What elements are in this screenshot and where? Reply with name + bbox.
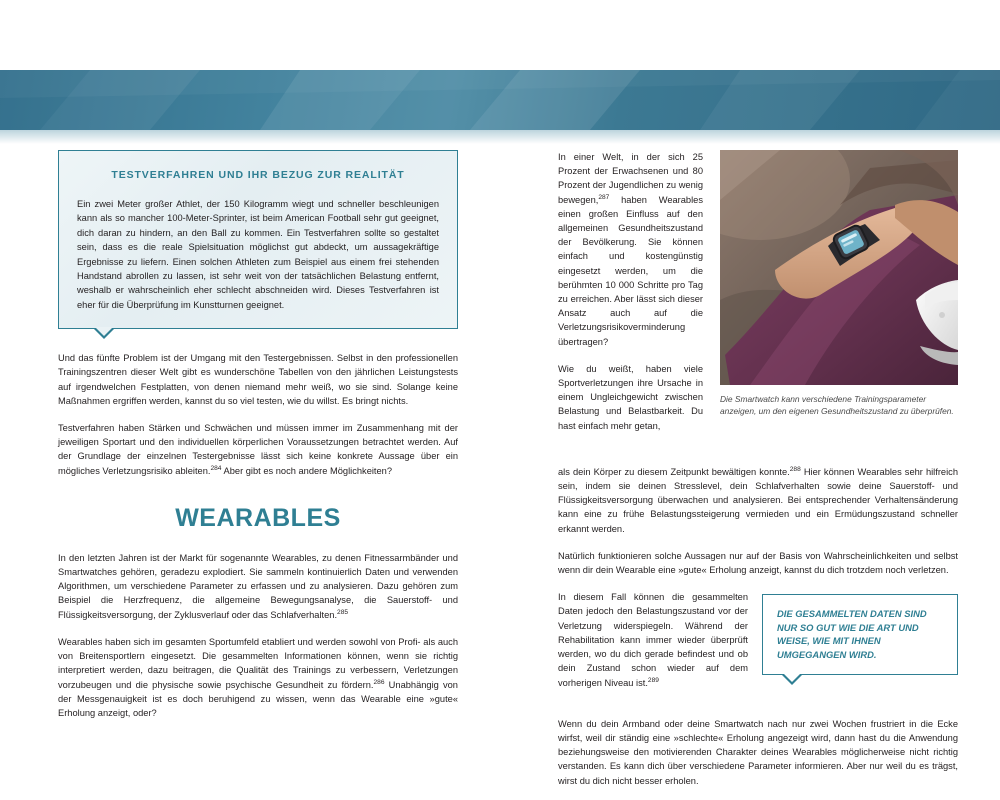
paragraph (558, 150, 703, 349)
section-heading: WEARABLES (175, 503, 341, 532)
paragraph-text-tail: Hier können Wearables sehr hilfreich sein, indem sie deinen Stresslevel, dein Schlafverhalten sowie deine Sauerstoff- und Flüssigkeitsversorgung überwachen und analysieren. Bei entsprechender Verhaltensänderung kann eine zu frühe Belastungssteigerung vermieden und ein Ermüdungszustand schneller erkannt werden. (558, 466, 958, 534)
pull-quote-box (762, 594, 958, 675)
text-image-block (558, 150, 958, 433)
callout-title: TESTVERFAHREN UND IHR BEZUG ZUR REALITÄT (111, 169, 405, 181)
header-facet-pattern (0, 70, 1000, 130)
page-header-band (0, 70, 1000, 130)
paragraph-text: Testverfahren haben Stärken und Schwächen und müssen immer im Zusammenhang mit der jeweiligen Sportart und den individuellen körperlichen Voraussetzungen betrachtet werden. Auf der Grundlage der einzelnen Testergebnisse lässt sich keine konkrete Aussage über ein mögliches Verletzungsrisiko ableiten. (58, 423, 458, 476)
pullquote-wrap-block (558, 590, 958, 702)
paragraph (58, 551, 458, 622)
photo-artwork (720, 150, 958, 385)
paragraph-text: In einer Welt, in der sich 25 Prozent der Erwachsenen und 80 Prozent der Jugendlichen zu wenig bewegen, (558, 152, 703, 205)
paragraph: Natürlich funktionieren solche Aussagen nur auf der Basis von Wahrscheinlichkeiten und selbst wenn dir dein Wearable eine »gute« Erholung anzeigt, kannst du dich trotzdem noch verletzen. (558, 550, 958, 576)
paragraph-text: als dein Körper zu diesem Zeitpunkt bewältigen konnte. (558, 466, 790, 477)
callout-body: Ein zwei Meter großer Athlet, der 150 Kilogramm wiegt und schneller beschleunigen kann als so mancher 100-Meter-Sprinter, ist beim American Football sehr gut geeignet, dich daran zu hindern, an den Ball zu kommen. Ein Testverfahren sollte so gestaltet sein, dass es die reale Spielsituation möglichst gut abdeckt, um aussagekräftige Ergebnisse zu liefern. Einen solchen Athleten zum Beispiel aus einem frei stehenden Handstand abrollen zu lassen, ist sehr weit von der tatsächlichen Belastung entfernt, weshalb er wahrscheinlich eher schlecht abschneiden wird. Dieses Testverfahren ist eher für die Überprüfung im Kunstturnen geeignet. (77, 199, 439, 310)
footnote-marker: 285 (337, 608, 349, 616)
paragraph (58, 635, 458, 720)
paragraph: Wie du weißt, haben viele Sportverletzungen ihre Ursache in einem Ungleichgewicht zwischen Belastung und Belastbarkeit. Du hast einfach mehr getan, (558, 363, 703, 431)
smartwatch-photo (720, 150, 958, 385)
paragraph (558, 465, 958, 536)
callout-box (58, 150, 458, 329)
footnote-marker: 288 (789, 465, 801, 473)
paragraph (58, 421, 458, 478)
image-caption: Die Smartwatch kann verschiedene Trainingsparameter anzeigen, um den eigenen Gesundheitszustand zu überprüfen. (720, 394, 954, 416)
footnote-marker: 286 (373, 678, 385, 686)
left-column (58, 150, 458, 720)
paragraph-text-tail: Aber gibt es noch andere Möglichkeiten? (221, 465, 393, 476)
paragraph-text-tail: haben Wearables einen großen Einfluss auf den allgemeinen Gesundheitszustand der Bevölkerung. Sie können einfach und kostengünstig eingesetzt werden, um die berühmten 10 000 Schritte pro Tag zu erreichen. Aber lässt sich dieser Ansatz auch auf die Verletzungsrisikoverminderung übertragen? (558, 194, 703, 347)
header-fade (0, 130, 1000, 144)
paragraph-text: In den letzten Jahren ist der Markt für sogenannte Wearables, zu denen Fitnessarmbänder und Smartwatches gehören, geradezu explodiert. Sie sammeln kontinuierlich Daten und verwenden Algorithmen, um verschiedene Parameter zu erfassen und zu analysieren. Dazu gehören zum Beispiel die Herzfrequenz, die allgemeine Bewegungsanalyse, die Sauerstoff- und Flüssigkeitsversorgung, der Zyklusverlauf oder das Schlafverhalten. (58, 552, 458, 620)
narrow-text-block (558, 150, 703, 433)
footnote-marker: 289 (647, 676, 659, 684)
callout-tail-inner (95, 327, 113, 336)
right-column (558, 150, 958, 788)
paragraph-text: In diesem Fall können die gesammelten Daten jedoch den Belastungszustand vor der Verletzung widerspiegeln. Während der Rehabilitation kann immer wieder überprüft werden, wo du dich gerade befindest und ob dein Zustand schon wieder auf dem vorherigen Niveau ist. (558, 592, 748, 688)
paragraph: Wenn du dein Armband oder deine Smartwatch nach nur zwei Wochen frustriert in die Ecke wirfst, weil dir ständig eine »schlechte« Erholung angezeigt wird, dann hast du die Anwendung beziehungsweise den motivierenden Charakter deines Wearables möglicherweise nicht richtig verstanden. Es kann dich über verschiedene Parameter informieren. Aber nur weil du es trägst, wirst du dich nicht besser erholen. (558, 718, 958, 786)
pull-quote-text: DIE GESAMMELTEN DATEN SIND NUR SO GUT WIE DIE ART UND WEISE, WIE MIT IHNEN UMGEGANGEN WIRD. (777, 608, 927, 660)
paragraph-text: Wearables haben sich im gesamten Sportumfeld etabliert und werden sowohl von Profi- als auch von Breitensportlern eingesetzt. Die gesammelten Informationen können, wenn sie richtig interpretiert werden, dazu beitragen, die Qualität des Trainings zu verbessern, Verletzungen vorzubeugen und die physische sowie psychische Gesundheit zu fördern. (58, 636, 458, 690)
pullquote-tail-inner (783, 673, 801, 682)
paragraph-text-tail: Unabhängig von der Messgenauigkeit ist es doch beruhigend zu wissen, wenn das Wearable eine »gute« Erholung anzeigt, oder? (58, 679, 458, 718)
footnote-marker: 287 (598, 193, 610, 201)
footnote-marker: 284 (210, 464, 222, 472)
paragraph: Und das fünfte Problem ist der Umgang mit den Testergebnissen. Selbst in den professionellen Trainingszentren dieser Welt gibt es wunderschöne Tabellen von den jährlichen Leistungstests auf irgendwelchen Festplatten, von denen niemand mehr weiß, wo sie sind. Solange keine Maßnahmen ergriffen werden, kannst du so viel testen, wie du willst. Es bringt nichts. (58, 353, 458, 406)
